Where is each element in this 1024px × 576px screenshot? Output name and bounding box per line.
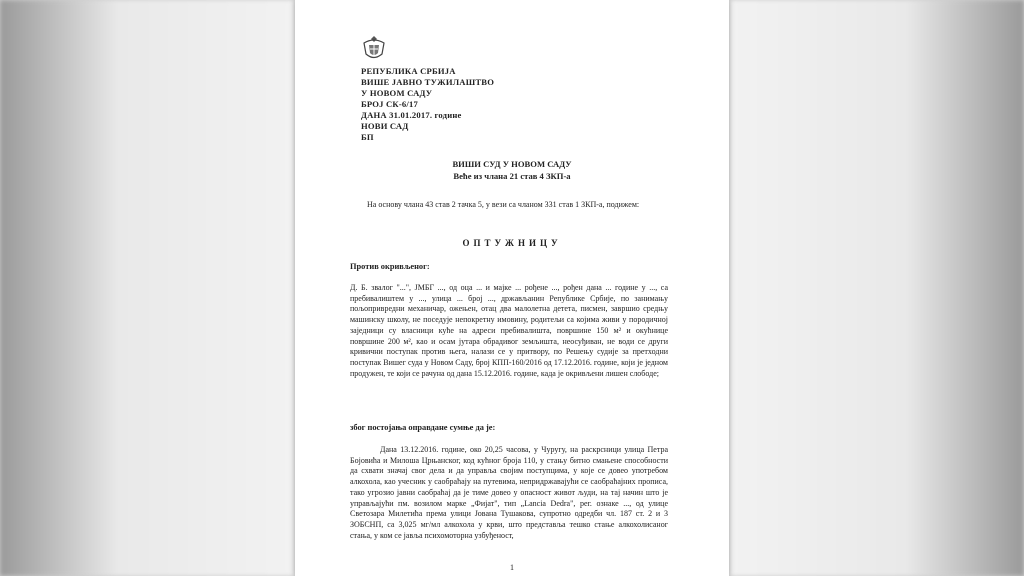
header-country: РЕПУБЛИКА СРБИЈА [361,66,456,76]
document-title: ОПТУЖНИЦУ [462,238,562,248]
header-place: НОВИ САД [361,121,409,131]
header-city: У НОВОМ САДУ [361,88,433,98]
court-addressee [295,158,729,182]
court-panel: Веће из члана 21 став 4 ЗКП-а [453,171,571,181]
document-page [295,0,729,576]
coat-of-arms-icon [361,34,387,62]
prosecutor-header [361,66,494,143]
header-case-number: БРОЈ СК-6/17 [361,99,418,109]
blurred-background-right [729,0,1024,576]
legal-basis: На основу члана 43 став 2 тачка 5, у вези са чланом 331 став 1 ЗКП-а, подижем: [367,200,640,209]
header-abbrev: БП [361,132,374,142]
charge-paragraph: Дана 13.12.2016. године, око 20,25 часова, у Чуругу, на раскрсници улица Петра Бојовића и Милоша Црњанског, код кућног броја 110, у стању битно смањене способности да схвати значај свог дела и да управља својим поступцима, у које се довео употребом алкохола, као учесник у саобраћају на путевима, непридржавајући се саобраћајних прописа, тако угрозио јавни саобраћај да је тиме довео у опасност живот људи, на тај начин што је управљајући пм. возилом марке „Фијат", тип „Lancia Dedra", рег. ознаке ..., од улице Светозара Милетића према улици Јована Тушакова, супротно одредби чл. 187 ст. 2 и 3 ЗОБСНП, са 3,025 мг/мл алкохола у крви, што представља тешко стање алкохолисаног стања, у ком се јавља психомоторна узбуђеност, [350,445,668,540]
header-office: ВИШЕ ЈАВНО ТУЖИЛАШТВО [361,77,495,87]
court-name: ВИШИ СУД У НОВОМ САДУ [452,159,572,169]
against-heading: Против окривљеног: [350,262,430,271]
defendant-paragraph: Д. Б. звалог "...", ЈМБГ ..., од оца ... и мајке ... рођене ..., рођен дана ... године у ..., са пребивалиштем у ..., улица ... број ..., држављанин Републике Србије, по занимању пољопривредни механичар, ожењен, отац два малолетна детета, писмен, завршио средњу машинску школу, не поседује непокретну имовину, родитељи са којима живи у породичној заједници су власници куће на адреси пребивалишта, површине 150 м² и окућнице површине 200 м², као и осам јутара обрадивог земљишта, неосуђиван, не води се други кривични поступак против њега, налази се у притвору, по Решењу судије за претходни поступак Вишег суда у Новом Саду, број КПП-160/2016 од 17.12.2016. године, који је једном продужен, те који се рачуна од дана 15.12.2016. године, када је окривљени лишен слободе; [350,283,668,378]
page-number: 1 [510,563,514,572]
blurred-background-left [0,0,295,576]
header-date: ДАНА 31.01.2017. године [361,110,462,120]
suspicion-heading: због постојања оправдане сумње да је: [350,423,496,432]
